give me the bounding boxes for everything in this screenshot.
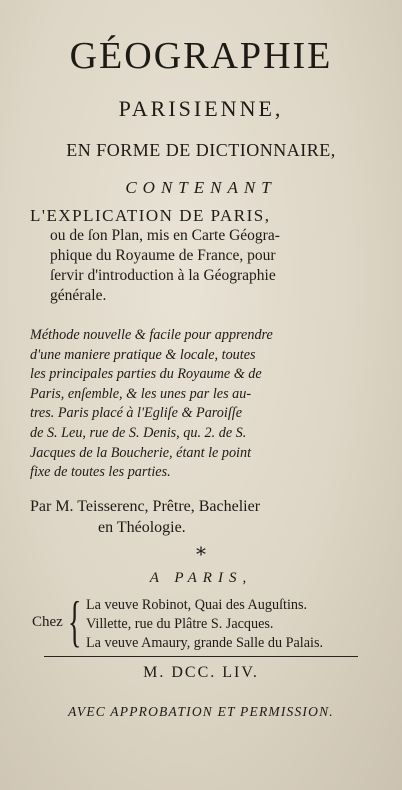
divider-rule bbox=[44, 656, 358, 657]
explication-paragraph bbox=[30, 206, 376, 306]
explication-line: générale. bbox=[50, 287, 107, 304]
explication-line: ſervir d'introduction à la Géographie bbox=[50, 267, 276, 284]
explication-line: phique du Royaume de France, pour bbox=[50, 247, 276, 264]
imprint-approbation: AVEC APPROBATION ET PERMISSION. bbox=[68, 704, 334, 719]
printer-line: Villette, rue du Plâtre S. Jacques. bbox=[86, 616, 274, 632]
ornament-asterisk: ⁎ bbox=[196, 538, 206, 560]
printer-list bbox=[86, 596, 402, 653]
methode-paragraph bbox=[30, 326, 384, 483]
author-paragraph bbox=[30, 496, 382, 538]
methode-line: d'une maniere pratique & locale, toutes bbox=[30, 346, 256, 363]
methode-line: Paris, enſemble, & les unes par les au- bbox=[30, 385, 252, 402]
title-contenant: CONTENANT bbox=[125, 178, 277, 197]
methode-line: tres. Paris placé à l'Egliſe & Paroiſſe bbox=[30, 405, 243, 422]
imprint-date: M. DCC. LIV. bbox=[143, 664, 259, 681]
explication-line: ou de ſon Plan, mis en Carte Géogra- bbox=[50, 227, 280, 244]
methode-line: de S. Leu, rue de S. Denis, qu. 2. de S. bbox=[30, 424, 247, 441]
imprint-city: A PARIS, bbox=[149, 570, 253, 586]
methode-line: fixe de toutes les parties. bbox=[30, 464, 171, 481]
printer-line: La veuve Robinot, Quai des Auguſtins. bbox=[86, 597, 308, 613]
explication-line: L'EXPLICATION DE PARIS, bbox=[30, 206, 271, 225]
curly-brace-icon: { bbox=[68, 591, 82, 653]
printer-line: La veuve Amaury, grande Salle du Palais. bbox=[86, 635, 324, 651]
title-form: EN FORME DE DICTIONNAIRE, bbox=[66, 140, 336, 160]
author-line: en Théologie. bbox=[98, 519, 186, 536]
author-line: Par M. Teisserenc, Prêtre, Bachelier bbox=[30, 498, 261, 515]
title-sub: PARISIENNE, bbox=[118, 96, 284, 121]
methode-line: Jacques de la Boucherie, étant le point bbox=[30, 444, 252, 461]
methode-line: les principales parties du Royaume & de bbox=[30, 366, 262, 383]
methode-line: Méthode nouvelle & facile pour apprendre bbox=[30, 327, 273, 343]
chez-label: Chez bbox=[32, 614, 63, 630]
title-main: GÉOGRAPHIE bbox=[69, 35, 333, 77]
